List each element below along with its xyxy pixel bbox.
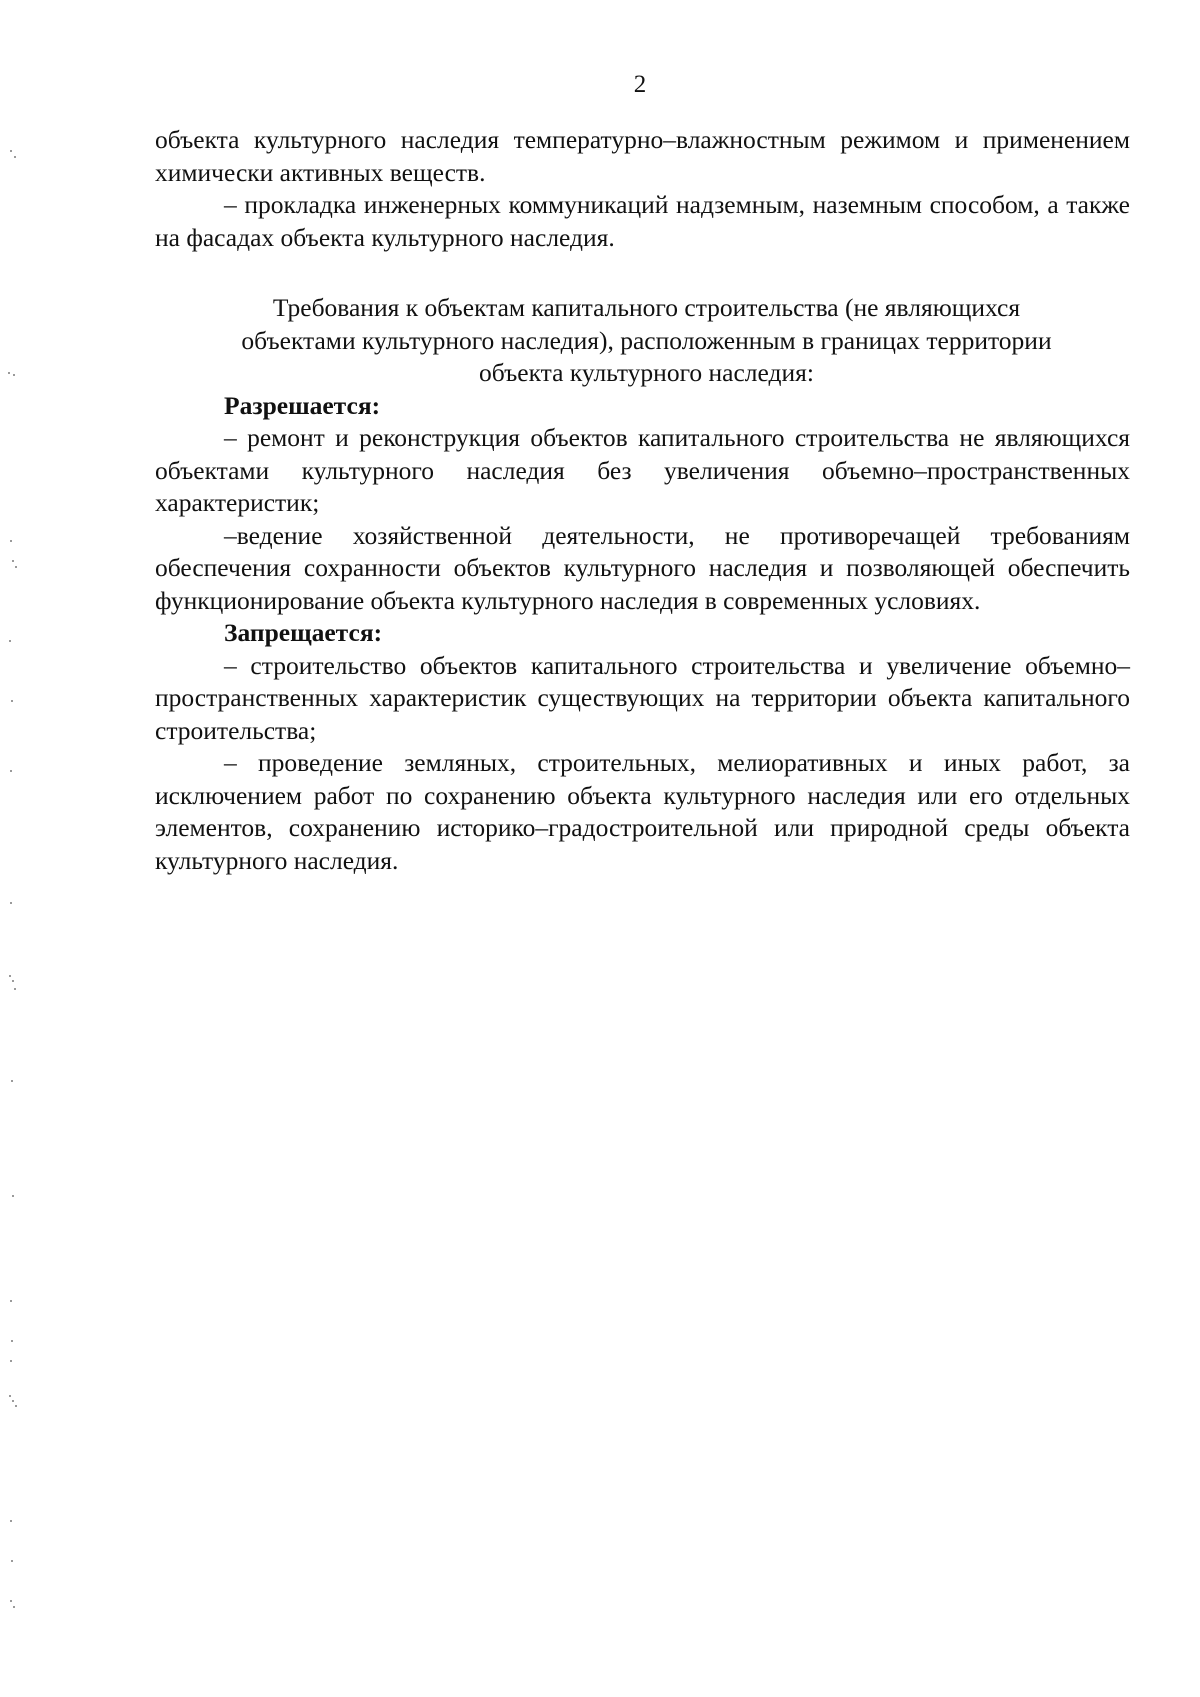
forbidden-item-1: – строительство объектов капитального строительства и увеличение объемно–пространственных характеристик существующих на территории объекта капитального строительства; — [155, 650, 1130, 745]
intro-paragraph-2: – прокладка инженерных коммуникаций надземным, наземным способом, а также на фасадах объекта культурного наследия. — [155, 190, 1130, 252]
section-heading-line-2: объектами культурного наследия), расположенным в границах территории — [241, 325, 1052, 355]
allowed-label: Разрешается: — [224, 390, 381, 420]
allowed-item-2: –ведение хозяйственной деятельности, не противоречащей требованиям обеспечения сохранности объектов культурного наследия и позволяющей обеспечить функционирование объекта культурного наследия в современных условиях. — [155, 520, 1130, 615]
section-heading-line-3: объекта культурного наследия: — [479, 358, 814, 387]
forbidden-label: Запрещается: — [224, 618, 383, 647]
intro-paragraph-1: объекта культурного наследия температурно–влажностным режимом и применением химически активных веществ. — [155, 125, 1130, 187]
document-body — [155, 124, 1130, 877]
allowed-item-1: – ремонт и реконструкция объектов капитального строительства не являющихся объектами культурного наследия без увеличения объемно–пространственных характеристик; — [155, 423, 1130, 517]
scan-margin-marks — [0, 0, 30, 1697]
forbidden-item-2: – проведение земляных, строительных, мелиоративных и иных работ, за исключением работ по сохранению объекта культурного наследия или его отдельных элементов, сохранению историко–градостроительной или природной среды объекта культурного наследия. — [155, 748, 1130, 875]
page-number: 2 — [633, 71, 647, 98]
section-heading — [155, 292, 1130, 390]
section-heading-line-1: Требования к объектам капитального строительства (не являющихся — [272, 293, 1021, 322]
